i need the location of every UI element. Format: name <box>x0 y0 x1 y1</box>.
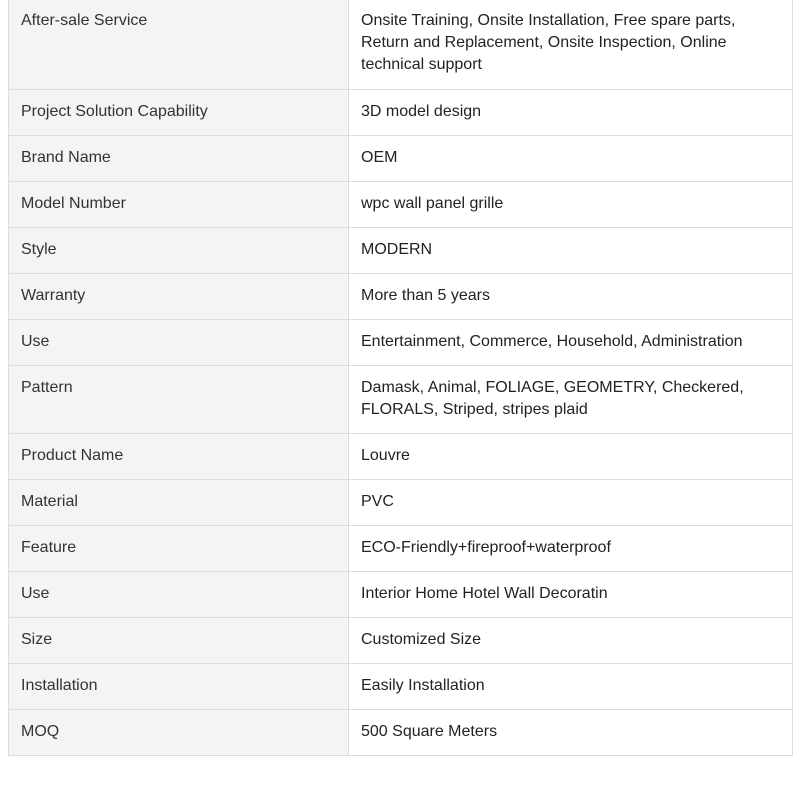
spec-key: Warranty <box>9 274 349 320</box>
spec-key: After-sale Service <box>9 0 349 90</box>
spec-value: 3D model design <box>349 90 793 136</box>
table-row <box>9 228 793 274</box>
table-row <box>9 710 793 756</box>
spec-value: Entertainment, Commerce, Household, Administration <box>349 320 793 366</box>
spec-key: Feature <box>9 526 349 572</box>
spec-value: 500 Square Meters <box>349 710 793 756</box>
spec-value: More than 5 years <box>349 274 793 320</box>
spec-key: Product Name <box>9 434 349 480</box>
spec-key: Model Number <box>9 182 349 228</box>
table-row <box>9 320 793 366</box>
spec-value: Louvre <box>349 434 793 480</box>
table-row <box>9 274 793 320</box>
spec-value: Interior Home Hotel Wall Decoratin <box>349 572 793 618</box>
spec-value: MODERN <box>349 228 793 274</box>
spec-value: Onsite Training, Onsite Installation, Free spare parts, Return and Replacement, Onsite Inspection, Online technical support <box>349 0 793 90</box>
spec-value: ECO-Friendly+fireproof+waterproof <box>349 526 793 572</box>
table-row <box>9 136 793 182</box>
spec-value: OEM <box>349 136 793 182</box>
spec-key: Use <box>9 572 349 618</box>
spec-value: wpc wall panel grille <box>349 182 793 228</box>
spec-value: PVC <box>349 480 793 526</box>
spec-value: Easily Installation <box>349 664 793 710</box>
spec-value: Damask, Animal, FOLIAGE, GEOMETRY, Checkered, FLORALS, Striped, stripes plaid <box>349 366 793 434</box>
spec-key: Pattern <box>9 366 349 434</box>
spec-key: Brand Name <box>9 136 349 182</box>
spec-value: Customized Size <box>349 618 793 664</box>
spec-key: MOQ <box>9 710 349 756</box>
table-row <box>9 618 793 664</box>
table-row <box>9 366 793 434</box>
table-row <box>9 0 793 90</box>
spec-key: Project Solution Capability <box>9 90 349 136</box>
spec-key: Use <box>9 320 349 366</box>
table-row <box>9 434 793 480</box>
table-row <box>9 572 793 618</box>
table-row <box>9 90 793 136</box>
spec-key: Installation <box>9 664 349 710</box>
spec-key: Material <box>9 480 349 526</box>
spec-key: Size <box>9 618 349 664</box>
product-spec-table <box>8 0 793 756</box>
table-row <box>9 664 793 710</box>
spec-key: Style <box>9 228 349 274</box>
table-row <box>9 182 793 228</box>
table-row <box>9 480 793 526</box>
table-row <box>9 526 793 572</box>
